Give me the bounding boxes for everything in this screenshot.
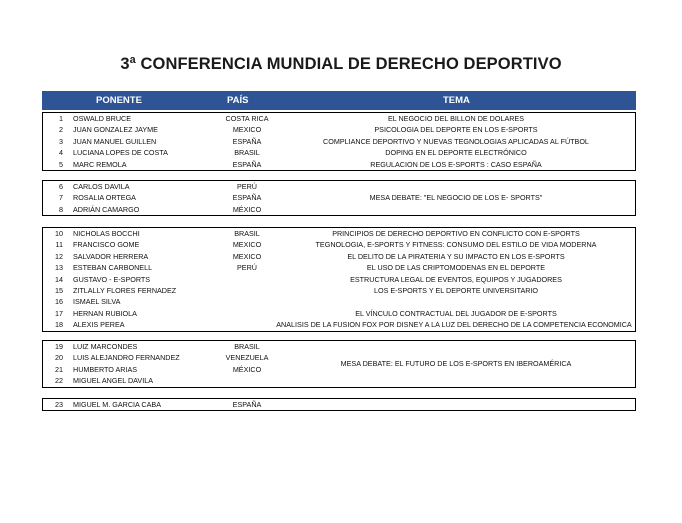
speaker-country: MEXICO: [232, 125, 262, 135]
table-row: [43, 147, 635, 158]
speaker-name: LUIZ MARCONDES: [73, 342, 138, 351]
speaker-name: JUAN MANUEL GUILLEN: [73, 136, 157, 146]
speaker-group-4: [42, 340, 636, 388]
row-number: 22: [55, 376, 63, 386]
speaker-country: ESPAÑA: [232, 159, 262, 169]
speaker-country: MÉXICO: [232, 204, 262, 214]
table-row: [43, 262, 635, 273]
talk-topic: EL USO DE LAS CRIPTOMODENAS EN EL DEPORTE: [366, 263, 546, 273]
table-row: [43, 308, 635, 319]
table-row: [43, 285, 635, 296]
table-row: [43, 204, 635, 215]
speaker-country: ESPAÑA: [232, 136, 262, 146]
debate-panel-topic: MESA DEBATE: "EL NEGOCIO DE LOS E- SPORTS": [369, 193, 543, 203]
speaker-country: ESPAÑA: [232, 193, 262, 203]
speaker-name: ESTEBAN CARBONELL: [73, 263, 153, 273]
speaker-name: LUIS ALEJANDRO FERNANDEZ: [73, 353, 180, 363]
speaker-country: BRASIL: [234, 148, 260, 158]
speaker-country: MEXICO: [232, 240, 262, 250]
row-number: 6: [59, 182, 63, 191]
speaker-name: MARC REMOLA: [73, 159, 127, 169]
table-row: [43, 341, 635, 352]
table-row: [43, 375, 635, 386]
speaker-name: NICHOLAS BOCCHI: [73, 229, 140, 238]
talk-topic: REGULACION DE LOS E-SPORTS : CASO ESPAÑA: [370, 159, 542, 169]
speaker-country: VENEZUELA: [225, 353, 269, 363]
table-row: [43, 159, 635, 170]
table-row: [43, 181, 635, 192]
table-row: [43, 319, 635, 330]
talk-topic: EL DELITO DE LA PIRATERIA Y SU IMPACTO EN LOS E-SPORTS: [347, 251, 565, 261]
table-row: [43, 124, 635, 135]
row-number: 7: [59, 193, 63, 203]
talk-topic: ANALISIS DE LA FUSION FOX POR DISNEY A LA LUZ DEL DERECHO DE LA COMPETENCIA ECONOMICA: [276, 320, 632, 330]
row-number: 16: [55, 297, 63, 307]
speaker-country: ESPAÑA: [232, 400, 262, 409]
speaker-name: HUMBERTO ARIAS: [73, 364, 138, 374]
speaker-name: HERNAN RUBIOLA: [73, 308, 137, 318]
speaker-group-2: [42, 180, 636, 216]
speaker-name: MIGUEL M. GARCIA CABA: [73, 400, 161, 409]
speaker-name: OSWALD BRUCE: [73, 114, 132, 123]
row-number: 15: [55, 285, 63, 295]
row-number: 1: [59, 114, 63, 123]
speaker-name: ZITLALLY FLORES FERNADEZ: [73, 285, 177, 295]
table-row: [43, 113, 635, 124]
talk-topic: TEGNOLOGIA, E-SPORTS Y FITNESS: CONSUMO DEL ESTILO DE VIDA MODERNA: [315, 240, 597, 250]
speaker-group-1: [42, 112, 636, 171]
table-row: [43, 296, 635, 307]
speaker-country: PERÚ: [237, 182, 257, 191]
row-number: 5: [59, 159, 63, 169]
row-number: 21: [55, 364, 63, 374]
talk-topic: COMPLIANCE DEPORTIVO Y NUEVAS TEGNOLOGIAS APLICADAS AL FÚTBOL: [323, 136, 589, 146]
header-tema: TEMA: [443, 95, 470, 106]
row-number: 12: [55, 251, 63, 261]
speaker-group-3: [42, 227, 636, 332]
row-number: 17: [55, 308, 63, 318]
speaker-name: SALVADOR HERRERA: [73, 251, 149, 261]
talk-topic: PSICOLOGIA DEL DEPORTE EN LOS E-SPORTS: [374, 125, 538, 135]
table-row: [43, 136, 635, 147]
debate-panel-topic: MESA DEBATE: EL FUTURO DE LOS E-SPORTS EN IBEROAMÉRICA: [340, 359, 572, 368]
table-row: [43, 228, 635, 239]
speaker-country: BRASIL: [234, 342, 260, 351]
row-number: 10: [55, 229, 63, 238]
talk-topic: ESTRUCTURA LEGAL DE EVENTOS, EQUIPOS Y JUGADORES: [350, 274, 562, 284]
talk-topic: PRINCIPIOS DE DERECHO DEPORTIVO EN CONFLICTO CON E-SPORTS: [332, 229, 580, 238]
header-ponente: PONENTE: [96, 95, 142, 106]
page-title: 3ª CONFERENCIA MUNDIAL DE DERECHO DEPORTIVO: [120, 55, 562, 73]
table-row: [43, 251, 635, 262]
row-number: 13: [55, 263, 63, 273]
speaker-name: ROSALIA ORTEGA: [73, 193, 136, 203]
row-number: 8: [59, 204, 63, 214]
row-number: 19: [55, 342, 63, 351]
speaker-country: MEXICO: [232, 251, 262, 261]
speaker-country: MÉXICO: [232, 364, 262, 374]
row-number: 23: [55, 400, 63, 409]
row-number: 20: [55, 353, 63, 363]
speaker-name: CARLOS DAVILA: [73, 182, 130, 191]
speaker-name: GUSTAVO - E-SPORTS: [73, 274, 151, 284]
speaker-group-5: [42, 398, 636, 411]
speaker-name: JUAN GONZALEZ JAYME: [73, 125, 158, 135]
row-number: 2: [59, 125, 63, 135]
speaker-name: FRANCISCO GOME: [73, 240, 140, 250]
row-number: 3: [59, 136, 63, 146]
speaker-country: BRASIL: [234, 229, 260, 238]
speaker-name: ALEXIS PEREA: [73, 320, 125, 330]
talk-topic: DOPING EN EL DEPORTE ELECTRÓNICO: [385, 148, 527, 158]
speaker-country: COSTA RICA: [225, 114, 269, 123]
header-pais: PAÍS: [227, 95, 249, 106]
talk-topic: EL NEGOCIO DEL BILLON DE DOLARES: [387, 114, 525, 123]
talk-topic: EL VÍNCULO CONTRACTUAL DEL JUGADOR DE E-SPORTS: [355, 308, 557, 318]
speaker-name: MIGUEL ANGEL DAVILA: [73, 376, 154, 386]
speaker-name: ISMAEL SILVA: [73, 297, 121, 307]
table-row: [43, 399, 635, 410]
speaker-country: PERÚ: [237, 263, 257, 273]
table-header: [42, 91, 636, 110]
row-number: 4: [59, 148, 63, 158]
speaker-name: ADRIÁN CAMARGO: [73, 204, 140, 214]
row-number: 11: [55, 240, 63, 250]
table-row: [43, 274, 635, 285]
row-number: 18: [55, 320, 63, 330]
speaker-name: LUCIANA LOPES DE COSTA: [73, 148, 168, 158]
row-number: 14: [55, 274, 63, 284]
talk-topic: LOS E-SPORTS Y EL DEPORTE UNIVERSITARIO: [373, 285, 539, 295]
table-row: [43, 239, 635, 250]
